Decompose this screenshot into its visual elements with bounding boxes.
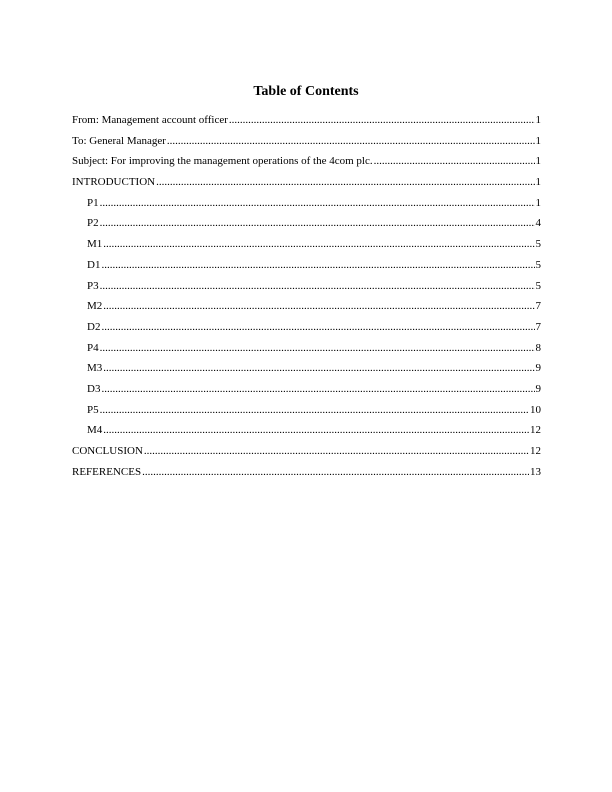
toc-entry-label: D3 [87, 382, 101, 395]
toc-entry-page: 7 [535, 320, 541, 333]
toc-entry-label: INTRODUCTION [72, 176, 156, 189]
toc-entry-page: 5 [535, 258, 541, 271]
toc-dot-leader [103, 423, 529, 437]
toc-entry-page: 10 [530, 403, 541, 416]
toc-entry-page: 5 [535, 279, 541, 292]
toc-entry-label: To: General Manager [72, 134, 166, 147]
toc-dot-leader [156, 175, 534, 189]
toc-dot-leader [103, 299, 534, 313]
toc-dot-leader [103, 361, 534, 375]
toc-dot-leader [144, 444, 529, 458]
toc-entry-d3[interactable] [72, 382, 541, 403]
toc-entry-label: M1 [87, 238, 103, 251]
toc-entry-page: 7 [535, 300, 541, 313]
toc-dot-leader [100, 279, 535, 293]
toc-entry-p3[interactable] [72, 279, 541, 300]
toc-entry-label: D2 [87, 320, 101, 333]
toc-entry-label: P1 [87, 196, 99, 209]
toc-entry-m4[interactable] [72, 423, 541, 444]
toc-entry-page: 1 [535, 176, 541, 189]
toc-entry-d1[interactable] [72, 258, 541, 279]
toc-entry-label: M3 [87, 362, 103, 375]
toc-entry-page: 12 [530, 445, 541, 457]
toc-entry-page: 12 [530, 424, 541, 437]
toc-list [72, 113, 541, 485]
toc-entry-page: 9 [535, 382, 541, 395]
toc-entry-label: M4 [87, 424, 103, 437]
toc-dot-leader [167, 134, 535, 148]
toc-dot-leader [100, 341, 535, 355]
toc-dot-leader [101, 258, 534, 272]
toc-entry-from[interactable] [72, 113, 541, 134]
toc-entry-p2[interactable] [72, 216, 541, 237]
toc-entry-p1[interactable] [72, 196, 541, 217]
toc-entry-label: From: Management account officer [72, 114, 228, 126]
toc-entry-m3[interactable] [72, 361, 541, 382]
toc-entry-page: 1 [535, 114, 541, 126]
toc-entry-to[interactable] [72, 134, 541, 155]
toc-entry-p5[interactable] [72, 403, 541, 424]
toc-entry-label: D1 [87, 258, 101, 271]
toc-entry-page: 8 [535, 341, 541, 354]
toc-dot-leader [100, 216, 535, 230]
toc-entry-references[interactable] [72, 465, 541, 486]
toc-entry-label: P5 [87, 403, 99, 416]
toc-entry-d2[interactable] [72, 320, 541, 341]
toc-entry-label: Subject: For improving the management operations of the 4com plc. [72, 155, 373, 168]
toc-entry-page: 1 [535, 196, 541, 209]
toc-dot-leader [100, 403, 529, 417]
toc-entry-label: CONCLUSION [72, 445, 143, 457]
toc-entry-page: 13 [530, 465, 541, 478]
toc-dot-leader [374, 154, 535, 168]
toc-entry-label: P2 [87, 217, 99, 230]
toc-entry-page: 9 [535, 362, 541, 375]
toc-entry-m1[interactable] [72, 237, 541, 258]
toc-entry-label: M2 [87, 300, 103, 313]
toc-entry-conclusion[interactable] [72, 444, 541, 465]
toc-dot-leader [103, 237, 534, 251]
toc-entry-label: P3 [87, 279, 99, 292]
toc-title: Table of Contents [253, 84, 359, 99]
toc-dot-leader [100, 196, 535, 210]
toc-entry-label: REFERENCES [72, 465, 142, 478]
toc-dot-leader [229, 113, 535, 127]
toc-entry-page: 4 [535, 217, 541, 230]
toc-dot-leader [142, 465, 529, 479]
toc-dot-leader [101, 320, 534, 334]
toc-entry-label: P4 [87, 341, 99, 354]
toc-entry-m2[interactable] [72, 299, 541, 320]
toc-entry-subject[interactable] [72, 154, 541, 175]
toc-entry-p4[interactable] [72, 341, 541, 362]
toc-entry-page: 1 [535, 155, 541, 168]
toc-entry-introduction[interactable] [72, 175, 541, 196]
toc-dot-leader [101, 382, 534, 396]
toc-entry-page: 1 [535, 134, 541, 147]
toc-entry-page: 5 [535, 238, 541, 251]
